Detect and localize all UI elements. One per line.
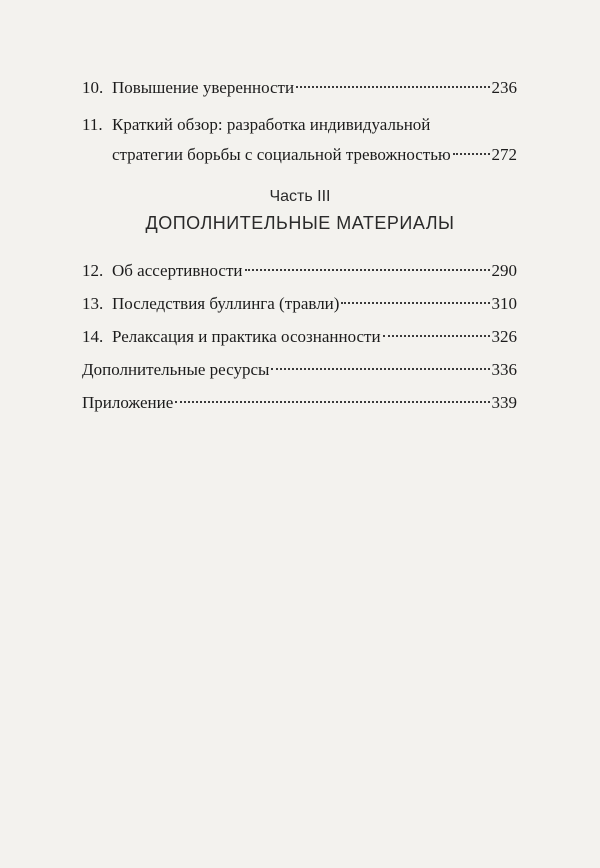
toc-page-number: 310 xyxy=(491,294,517,313)
leader-dots xyxy=(341,302,489,304)
toc-page-number: 272 xyxy=(491,145,517,164)
toc-entry-resources xyxy=(82,358,517,382)
part-title: ДОПОЛНИТЕЛЬНЫЕ МАТЕРИАЛЫ xyxy=(145,213,455,233)
toc-entry-14 xyxy=(82,325,517,349)
toc-number: 10. xyxy=(82,78,104,97)
toc-title: Дополнительные ресурсы xyxy=(82,360,270,379)
leader-dots xyxy=(175,401,489,403)
leader-dots xyxy=(453,153,490,155)
toc-title: Последствия буллинга (травли) xyxy=(112,294,340,313)
toc-page-number: 339 xyxy=(491,393,517,412)
toc-title: Релаксация и практика осознанности xyxy=(112,327,381,346)
toc-entry-10 xyxy=(82,76,517,100)
leader-dots xyxy=(245,269,490,271)
toc-page-number: 326 xyxy=(491,327,517,346)
toc-number: 12. xyxy=(82,261,104,280)
toc-page-number: 336 xyxy=(491,360,517,379)
toc-number: 13. xyxy=(82,294,104,313)
toc-entry-13 xyxy=(82,292,517,316)
toc-title: Об ассертивности xyxy=(112,261,243,280)
leader-dots xyxy=(296,86,489,88)
toc-title: Краткий обзор: разработка индивидуальной xyxy=(112,115,431,134)
toc-entry-11 xyxy=(82,113,517,167)
leader-dots xyxy=(383,335,490,337)
toc-page-number: 236 xyxy=(491,78,517,97)
part-label: Часть III xyxy=(269,188,331,205)
toc-page-number: 290 xyxy=(491,261,517,280)
toc-entry-12 xyxy=(82,259,517,283)
toc-number: 14. xyxy=(82,327,104,346)
leader-dots xyxy=(271,368,489,370)
toc-title: Повышение уверенности xyxy=(112,78,295,97)
toc-entry-appendix xyxy=(82,391,517,415)
toc-title: Приложение xyxy=(82,393,174,412)
toc-number: 11. xyxy=(82,115,103,134)
toc-title-continued: стратегии борьбы с социальной тревожностью xyxy=(112,145,451,164)
